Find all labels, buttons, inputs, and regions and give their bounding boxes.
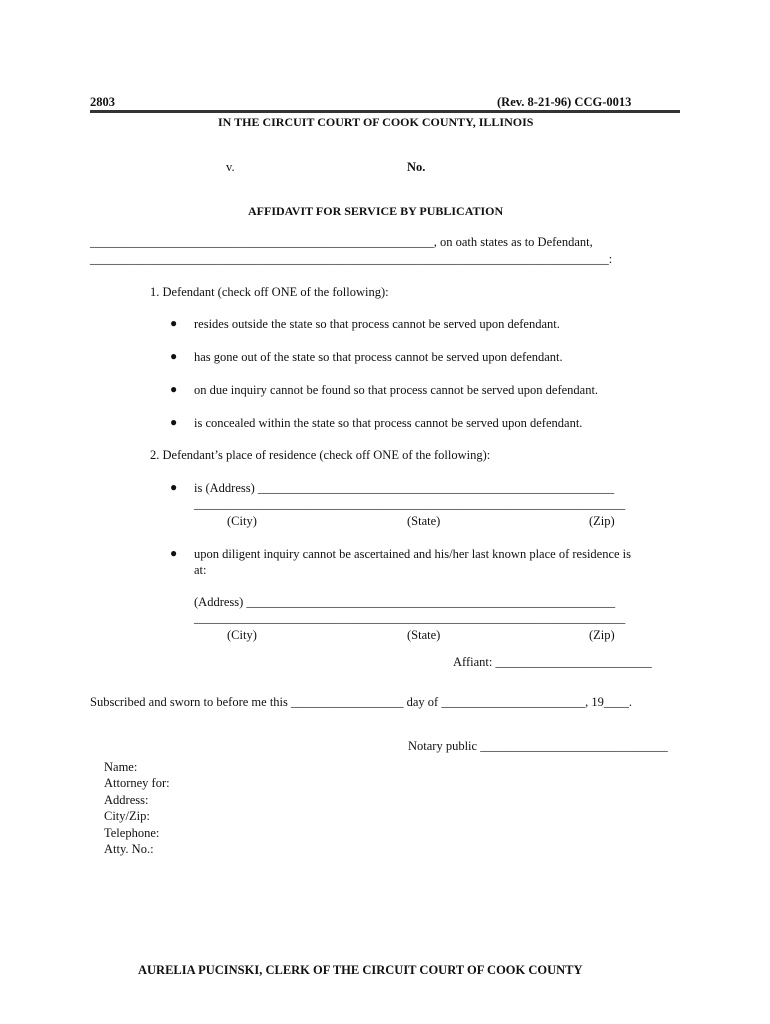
bullet-icon: ● [170, 316, 178, 330]
last-known-address-line-2: _____________________________________________________________________ [194, 611, 626, 625]
bullet-icon: ● [170, 546, 178, 560]
zip-label: (Zip) [589, 628, 615, 642]
bullet-icon: ● [170, 382, 178, 396]
attorney-info-block [104, 760, 170, 858]
affiant-signature-line: Affiant: _________________________ [453, 655, 652, 669]
attorney-telephone-label: Telephone: [104, 825, 160, 840]
residence-address-line-2: _____________________________________________________________________ [194, 497, 626, 511]
section-2-heading: 2. Defendant’s place of residence (check off ONE of the following): [150, 448, 491, 462]
document-title: AFFIDAVIT FOR SERVICE BY PUBLICATION [248, 204, 504, 218]
case-number-label: No. [407, 160, 426, 174]
court-name: IN THE CIRCUIT COURT OF COOK COUNTY, ILLINOIS [218, 115, 534, 129]
subscribed-sworn-line: Subscribed and sworn to before me this __________________ day of _______________________, 19____. [90, 695, 632, 709]
city-label: (City) [227, 628, 257, 642]
section-1-heading: 1. Defendant (check off ONE of the following): [150, 285, 389, 299]
attorney-name-label: Name: [104, 760, 138, 774]
section-1-option-3: on due inquiry cannot be found so that process cannot be served upon defendant. [194, 383, 599, 397]
attorney-cityzip-label: City/Zip: [104, 809, 150, 824]
last-known-residence-text: upon diligent inquiry cannot be ascertained and his/her last known place of residence is [194, 547, 632, 561]
clerk-footer: AURELIA PUCINSKI, CLERK OF THE CIRCUIT COURT OF COOK COUNTY [138, 963, 583, 977]
attorney-for-label: Attorney for: [104, 776, 170, 791]
oath-line-1: _______________________________________________________, on oath states as to Defendant, [90, 235, 593, 249]
last-known-address-line: (Address) ___________________________________________________________ [194, 595, 616, 609]
bullet-icon: ● [170, 480, 178, 494]
residence-address-line: is (Address) _________________________________________________________ [194, 481, 615, 495]
bullet-icon: ● [170, 415, 178, 429]
versus-label: v. [226, 160, 235, 174]
state-label: (State) [407, 628, 441, 642]
oath-line-2: ___________________________________________________________________________________: [90, 252, 613, 266]
section-1-option-4: is concealed within the state so that process cannot be served upon defendant. [194, 416, 583, 430]
form-revision: (Rev. 8-21-96) CCG-0013 [497, 95, 632, 109]
notary-public-line: Notary public ______________________________ [408, 739, 668, 753]
section-1-option-2: has gone out of the state so that process cannot be served upon defendant. [194, 350, 563, 364]
zip-label: (Zip) [589, 514, 615, 528]
state-label: (State) [407, 514, 441, 528]
attorney-address-label: Address: [104, 792, 149, 807]
last-known-residence-text-2: at: [194, 563, 207, 577]
city-label: (City) [227, 514, 257, 528]
header-rule [90, 110, 680, 113]
bullet-icon: ● [170, 349, 178, 363]
form-number: 2803 [90, 95, 115, 109]
attorney-number-label: Atty. No.: [104, 841, 154, 856]
section-1-option-1: resides outside the state so that process cannot be served upon defendant. [194, 317, 560, 331]
